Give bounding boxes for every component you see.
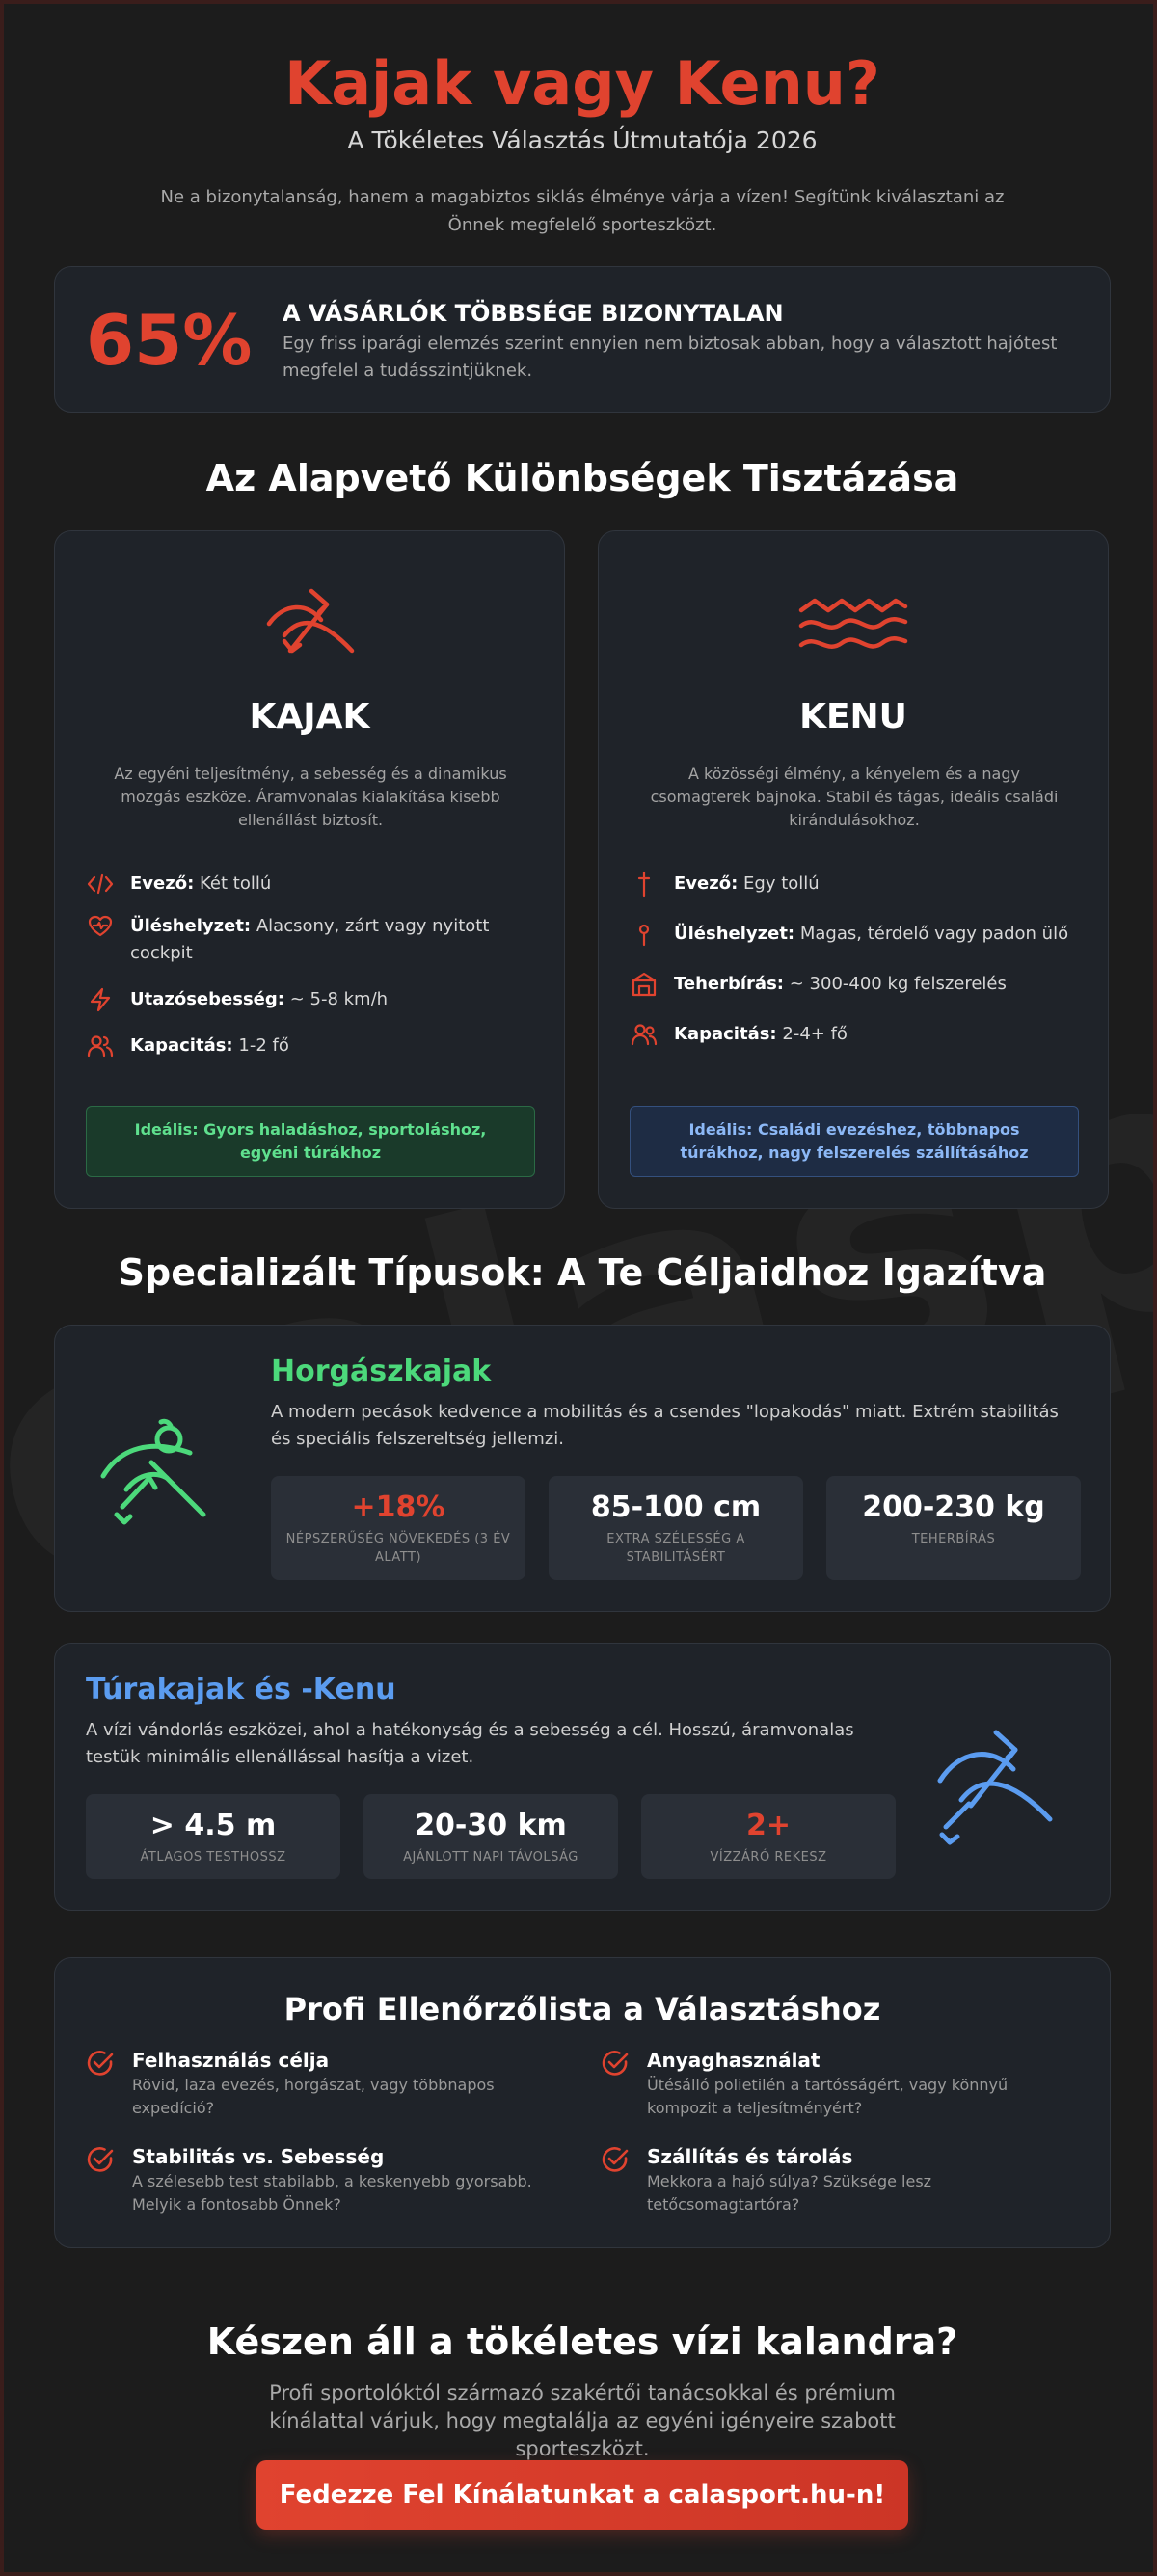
touring-metric-compartments: 2+ VÍZZÁRÓ REKESZ xyxy=(641,1794,896,1879)
kenu-feature-seat: Üléshelyzet: Magas, térdelő vagy padon ülő xyxy=(630,921,1083,948)
kenu-feature-load: Teherbírás: ~ 300-400 kg felszerelés xyxy=(630,971,1083,998)
code-icon xyxy=(87,872,114,896)
page-header xyxy=(4,44,1157,239)
fishing-kayak-icon xyxy=(97,1418,217,1530)
check-circle-icon xyxy=(86,2049,115,2078)
kajak-feature-list xyxy=(86,871,539,1075)
pin-icon xyxy=(634,922,654,947)
kajak-card xyxy=(54,530,565,1209)
checklist-item: Stabilitás vs. Sebesség A szélesebb test stabilabb, a keskenyebb gyorsabb. Melyik a fontosabb Önnek? xyxy=(86,2143,539,2216)
checklist-item: Anyaghasználat Ütésálló polietilén a tartósságért, vagy könnyű kompozit a teljesítményért? xyxy=(601,2047,1054,2120)
fishing-kayak-title: Horgászkajak xyxy=(271,1355,492,1388)
check-circle-icon xyxy=(601,2049,630,2078)
checklist-card xyxy=(54,1957,1111,2248)
storage-icon xyxy=(631,972,658,997)
fishing-kayak-text: A modern pecások kedvence a mobilitás és a csendes "lopakodás" miatt. Extrém stabilitás és speciális felszereltség jellemzi. xyxy=(271,1402,1059,1449)
kenu-feature-paddle: Evező: Egy tollú xyxy=(630,871,1083,898)
touring-kayak-icon xyxy=(932,1727,1058,1848)
checklist-item: Felhasználás célja Rövid, laza evezés, horgászat, vagy többnapos expedíció? xyxy=(86,2047,539,2120)
kenu-feature-list xyxy=(630,871,1083,1063)
stat-title: A VÁSÁRLÓK TÖBBSÉGE BIZONYTALAN xyxy=(283,300,784,327)
kenu-ideal-badge: Ideális: Családi evezéshez, többnapos túrákhoz, nagy felszerelés szállításához xyxy=(630,1106,1079,1177)
cta-section xyxy=(4,2318,1157,2463)
users-icon xyxy=(631,1023,658,1046)
heart-pulse-icon xyxy=(88,915,113,938)
kajak-feature-seat: Üléshelyzet: Alacsony, zárt vagy nyitott cockpit xyxy=(86,913,539,967)
kenu-title: KENU xyxy=(799,697,907,737)
single-paddle-icon xyxy=(634,871,654,898)
touring-metric-length: > 4.5 m ÁTLAGOS TESTHOSSZ xyxy=(86,1794,340,1879)
stat-value: 65% xyxy=(86,300,253,381)
kajak-ideal-badge: Ideális: Gyors haladáshoz, sportoláshoz, egyéni túrákhoz xyxy=(86,1106,535,1177)
users-icon xyxy=(87,1034,114,1058)
lightning-icon xyxy=(89,987,112,1012)
kajak-feature-capacity: Kapacitás: 1-2 fő xyxy=(86,1033,539,1060)
stat-card xyxy=(54,266,1111,413)
check-circle-icon xyxy=(601,2145,630,2174)
cta-text: Profi sportolóktól származó szakértői tanácsokkal és prémium kínálattal várjuk, hogy megtalálja az egyéni igényeire szabott sporteszközt. xyxy=(269,2381,896,2460)
checklist-item: Szállítás és tárolás Mekkora a hajó súlya? Szüksége lesz tetőcsomagtartóra? xyxy=(601,2143,1054,2216)
kayak-paddle-icon xyxy=(261,581,358,668)
fishing-metric-load: 200-230 kg TEHERBÍRÁS xyxy=(826,1476,1081,1580)
fishing-kayak-card xyxy=(54,1325,1111,1612)
check-circle-icon xyxy=(86,2145,115,2174)
waves-icon xyxy=(795,581,911,668)
kenu-feature-capacity: Kapacitás: 2-4+ fő xyxy=(630,1021,1083,1048)
comparison-section-title: Az Alapvető Különbségek Tisztázása xyxy=(205,457,959,499)
page-intro: Ne a bizonytalanság, hanem a magabiztos siklás élménye várja a vízen! Segítünk kiválasztani az Önnek megfelelő sporteszközt. xyxy=(160,187,1005,235)
touring-kayak-text: A vízi vándorlás eszközei, ahol a hatékonyság és a sebesség a cél. Hosszú, áramvonalas testük minimális ellenállással hasítja a vizet. xyxy=(86,1720,854,1767)
kajak-feature-speed: Utazósebesség: ~ 5-8 km/h xyxy=(86,986,539,1013)
kajak-feature-paddle: Evező: Két tollú xyxy=(86,871,539,898)
kajak-title: KAJAK xyxy=(249,697,370,737)
cta-title: Készen áll a tökéletes vízi kalandra? xyxy=(206,2321,958,2363)
touring-kayak-card xyxy=(54,1643,1111,1911)
checklist-title: Profi Ellenőrzőlista a Választáshoz xyxy=(283,1991,881,2027)
specialized-section-title: Specializált Típusok: A Te Céljaidhoz Igazítva xyxy=(118,1251,1047,1294)
fishing-metric-popularity: +18% NÉPSZERŰSÉG NÖVEKEDÉS (3 ÉV ALATT) xyxy=(271,1476,525,1580)
kajak-description: Az egyéni teljesítmény, a sebesség és a dinamikus mozgás eszköze. Áramvonalas kialakítása kisebb ellenállást biztosít. xyxy=(114,765,507,829)
touring-metric-distance: 20-30 km AJÁNLOTT NAPI TÁVOLSÁG xyxy=(363,1794,618,1879)
touring-kayak-title: Túrakajak és -Kenu xyxy=(86,1673,396,1706)
fishing-metric-width: 85-100 cm EXTRA SZÉLESSÉG A STABILITÁSÉRT xyxy=(549,1476,803,1580)
page-subtitle: A Tökéletes Választás Útmutatója 2026 xyxy=(347,126,818,154)
explore-offer-button[interactable]: Fedezze Fel Kínálatunkat a calasport.hu-n! xyxy=(256,2460,908,2530)
kenu-card xyxy=(598,530,1109,1209)
stat-text: Egy friss iparági elemzés szerint ennyien nem biztosak abban, hogy a választott hajótest megfelel a tudásszintjüknek. xyxy=(283,334,1058,381)
page-title: Kajak vagy Kenu? xyxy=(284,48,880,119)
kenu-description: A közösségi élmény, a kényelem és a nagy csomagterek bajnoka. Stabil és tágas, ideális családi kirándulásokhoz. xyxy=(650,765,1059,829)
